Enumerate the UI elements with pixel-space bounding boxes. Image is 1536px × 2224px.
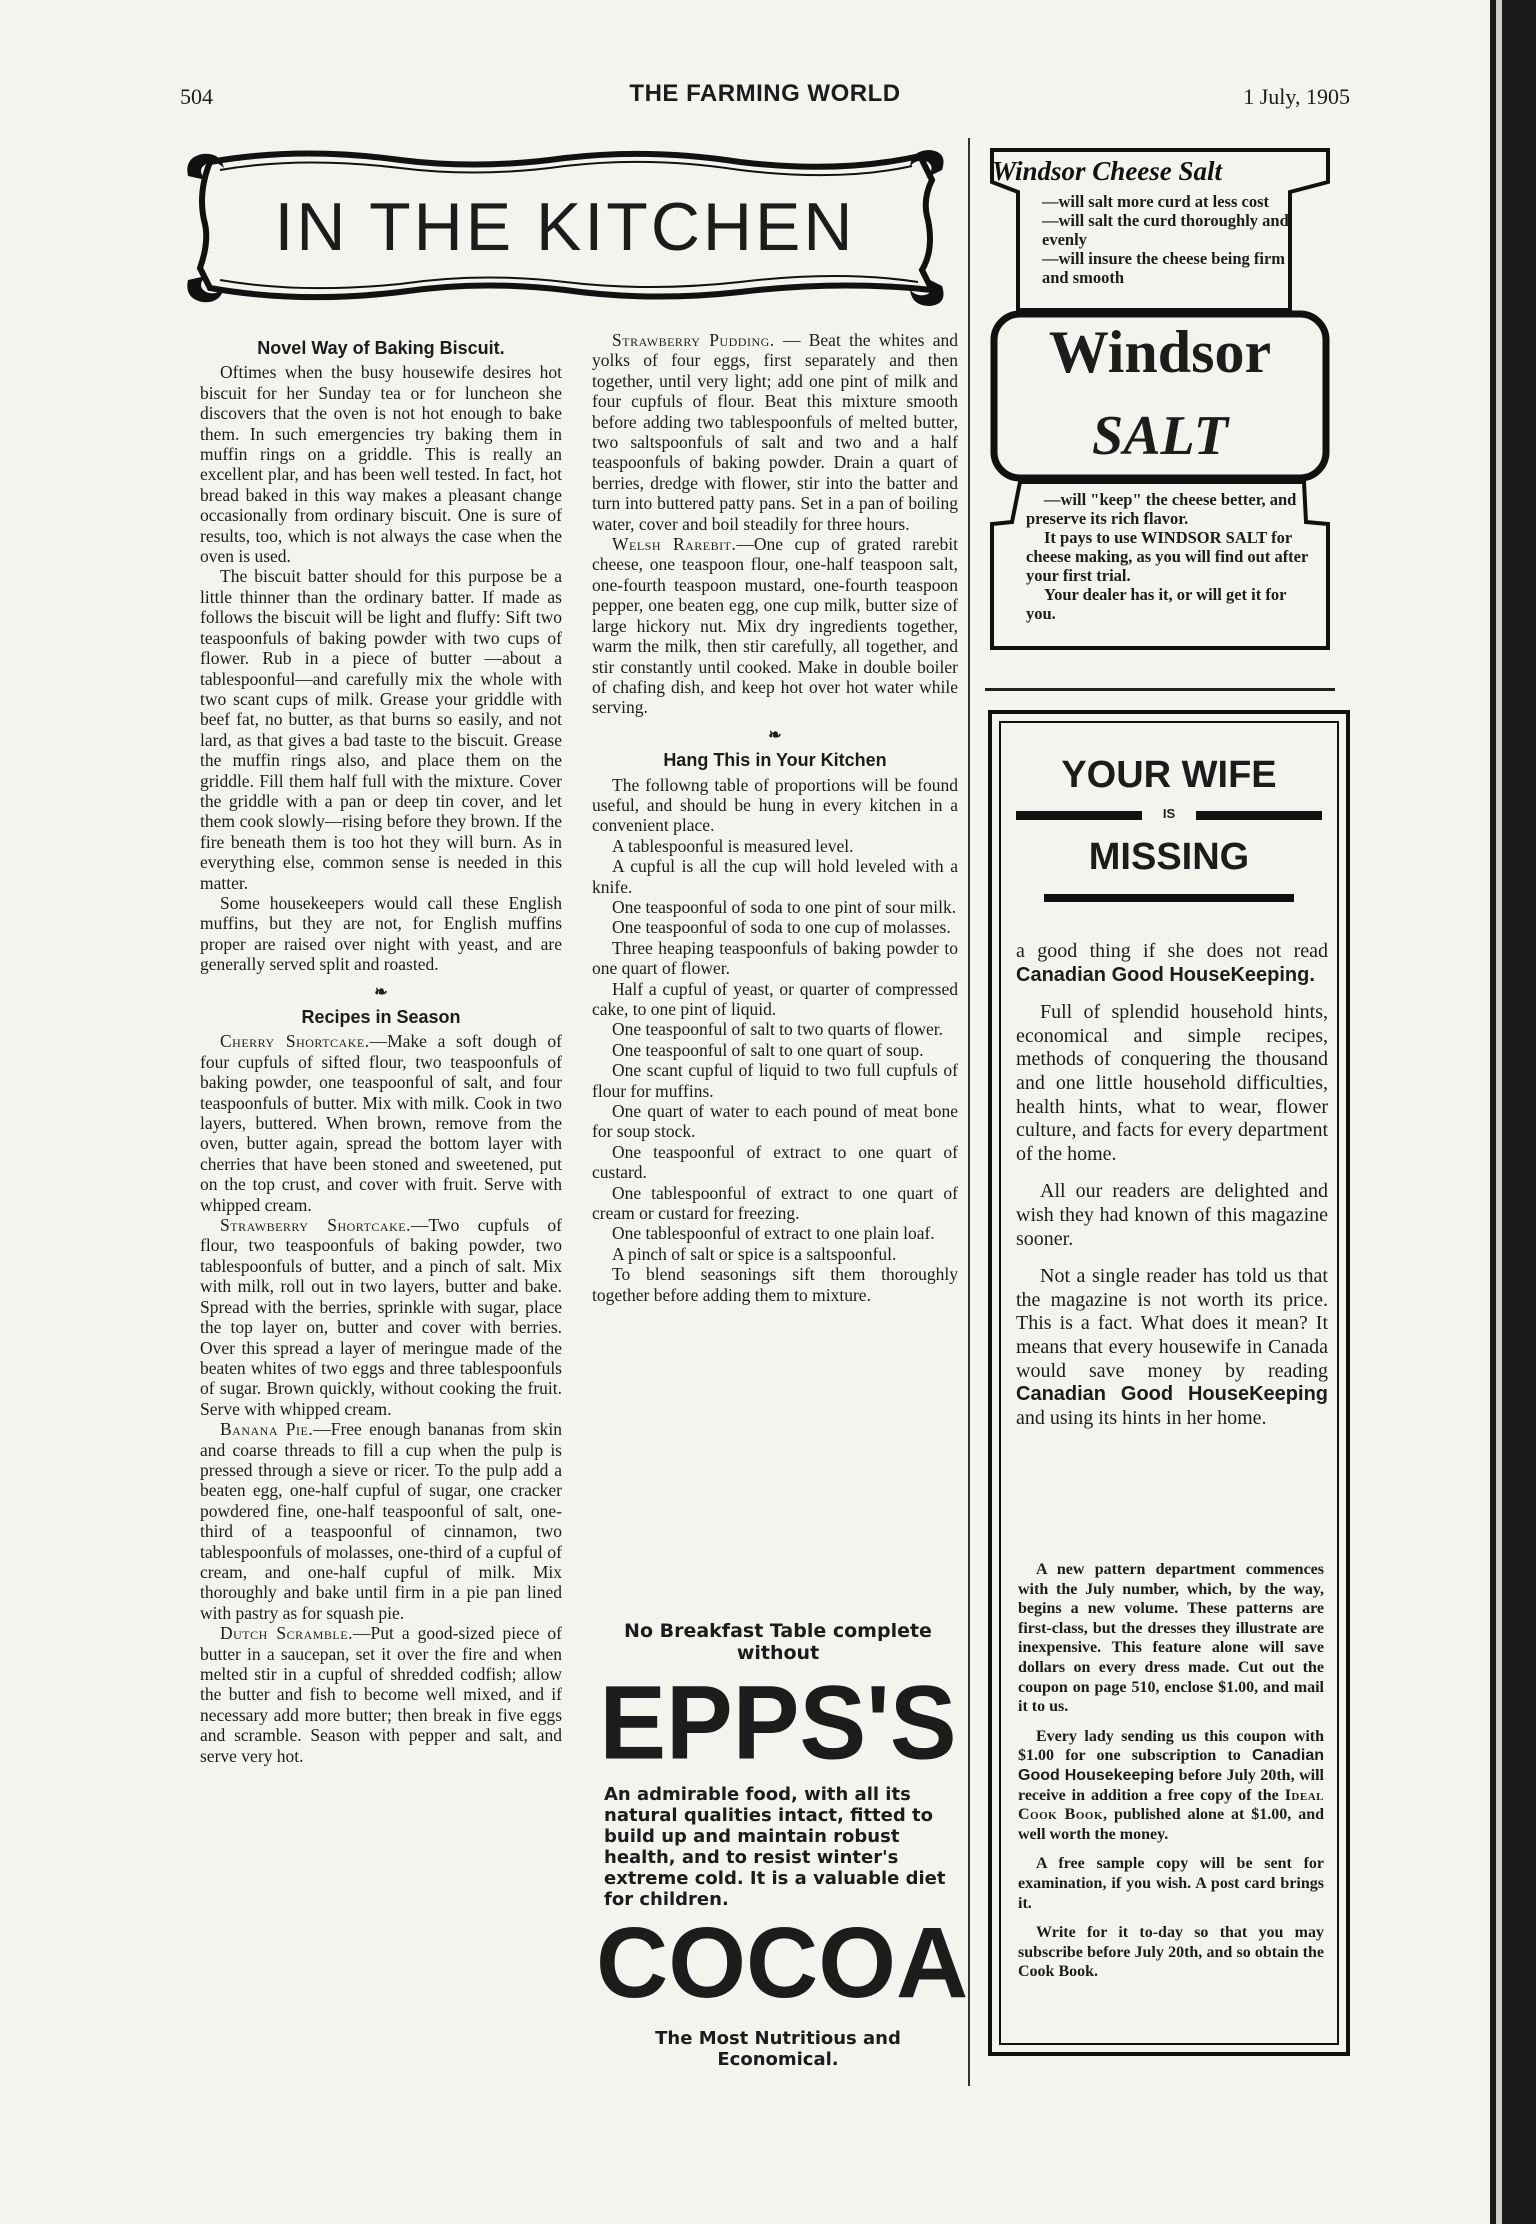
windsor-claim: —will insure the cheese being firm and smooth (1042, 249, 1286, 287)
proportion-line: One scant cupful of liquid to two full cupfuls of flour for muffins. (592, 1060, 958, 1101)
recipe-label: Banana Pie. (220, 1419, 314, 1440)
ad-detail: A new pattern department commences with the July number, which, by the way, begins a new volume. These patterns are first-class, but the dresses they illustrate are inexpensive. This feature alone will save dollars on every dress made. Cut out the coupon on page 510, enclose $1.00, and mail it to us. (1018, 1561, 1324, 1716)
windsor-claim: —will salt more curd at less cost (1042, 192, 1269, 211)
recipe-text: —One cup of grated rarebit cheese, one teaspoon flour, one-half teaspoon salt, one-fourth teaspoon mustard, one-fourth teaspoon pepper, one beaten egg, one cup milk, butter size of large hickory nut. Mix dry ingredients together, warm the milk, then stir carefully, all together, and stir constantly until cooked. Make in double boiler of chafing dish, and keep hot over hot water while serving. (592, 534, 958, 718)
issue-date: 1 July, 1905 (1243, 84, 1350, 109)
proportion-line: A cupful is all the cup will hold leveled with a knife. (592, 856, 958, 897)
page-number: 504 (180, 84, 213, 109)
masthead: THE FARMING WORLD (629, 80, 901, 107)
ad-paragraph (1016, 1265, 1328, 1430)
epps-ad-tagline: The Most Nutritious and Economical. (655, 2028, 901, 2070)
ad-paragraph: Full of splendid household hints, economical and simple recipes, methods of conquering the thousand and one little household difficulties, health hints, what to wear, flower culture, and facts for every department of the home. (1016, 1001, 1328, 1165)
recipe-label: Strawberry Pudding. (612, 330, 775, 350)
housekeeping-ad-body (1016, 940, 1328, 1444)
windsor-claims (1042, 192, 1312, 287)
section-separator: ❧ (768, 726, 782, 744)
recipe-text: —Put a good-sized piece of butter in a saucepan, set it over the fire and when melted stir in a cupful of shredded codfish; allow the butter and fish to become well mixed, and if necessary add more butter; then break in five eggs and scramble. Season with pepper and salt, and serve very hot. (200, 1623, 563, 1766)
ad-detail: Write for it to-day so that you may subscribe before July 20th, and so obtain the Cook Book. (1018, 1924, 1324, 1981)
ad-paragraph: All our readers are delighted and wish they had known of this magazine sooner. (1016, 1180, 1328, 1250)
housekeeping-ad (988, 710, 1350, 2056)
ad-text: Every lady sending us this coupon with $1.00 for one subscription to (1018, 1727, 1324, 1765)
biscuit-paragraph-2: The biscuit batter should for this purpose be a little thinner than the ordinary batter. If made as follows the biscuit will be light and fluffy: Sift two teaspoonfuls of baking powder with two cups of flower. Rub in a piece of butter —about a tablespoonful—and carefully mix the whole with two scant cups of milk. Grease your griddle with beef fat, no butter, as that burns so easily, and not lard, as that gives a bad taste to the biscuit. Grease the muffin rings also, and place them on the griddle. Fill them half full with the mixture. Cover the griddle with a pan or deep tin cover, and let them cook slowly—rising before they brown. If the fire beneath them is too hot they will burn. As in everything else, common sense is needed in this matter. (200, 566, 562, 893)
column-divider (968, 138, 970, 2086)
recipe-cherry-shortcake (200, 1031, 562, 1215)
windsor-ad-footer (1026, 490, 1312, 623)
recipe-text: —Make a soft dough of four cupfuls of sifted flour, two teaspoonfuls of baking powder, one teaspoonful of salt, and four teaspoonfuls of butter. Mix with milk. Cook in two layers, buttered. When brown, remove from the oven, butter again, spread the bottom layer with cherries that have been stoned and sweetened, put on the top crust, and cover with fruit. Serve with whipped cream. (200, 1031, 562, 1215)
recipe-text: — Beat the whites and yolks of four eggs, first separately and then together, until very light; add one pint of milk and four cupfuls of flour. Beat this mixture smooth before adding two tablespoonfuls of melted butter, two saltspoonfuls of salt and two and a half teaspoonfuls of baking powder. Drain a quart of berries, dredge with flower, stir into the batter and turn into buttered patty pans. Set in a pan of boiling water, cover and boil steadily for three hours. (592, 330, 958, 534)
ad-intro (1016, 940, 1328, 987)
section-banner (180, 140, 950, 310)
ad-divider (985, 688, 1335, 691)
proportion-line: To blend seasonings sift them thoroughly together before adding them to mixture. (592, 1264, 958, 1305)
recipe-label: Welsh Rarebit. (612, 534, 737, 555)
ad-detail: A free sample copy will be sent for examination, if you wish. A post card brings it. (1018, 1855, 1324, 1912)
banner-title: IN THE KITCHEN (274, 189, 856, 265)
ad-intro-text: a good thing if she does not read (1016, 940, 1328, 962)
hang-heading: Hang This in Your Kitchen (663, 750, 887, 771)
recipe-strawberry-shortcake (200, 1215, 562, 1419)
windsor-dealer-text: Your dealer has it, or will get it for you. (1026, 585, 1287, 623)
proportion-line: One teaspoonful of soda to one cup of molasses. (612, 917, 951, 938)
magazine-name: Canadian Good Housekeeping (1018, 1747, 1324, 1784)
windsor-pays-text: It pays to use WINDSOR SALT for cheese making, as you will find out after your first trial. (1026, 528, 1309, 585)
proportion-line: One teaspoonful of soda to one pint of sour milk. (612, 896, 957, 917)
proportion-line: One teaspoonful of extract to one quart of custard. (592, 1141, 958, 1183)
proportion-line: Three heaping teaspoonfuls of baking powder to one quart of flower. (592, 937, 958, 979)
biscuit-heading: Novel Way of Baking Biscuit. (257, 338, 505, 358)
proportion-line: One quart of water to each pound of meat bone for soup stock. (592, 1101, 958, 1142)
windsor-ad-heading: Windsor Cheese Salt (992, 156, 1223, 186)
recipe-text: —Two cupfuls of flour, two teaspoonfuls of baking powder, two tablespoonfuls of butter, and a pinch of salt. Mix with milk, roll out in two layers, butter and bake. Spread with the berries, sprinkle with sugar, place the top layer on, butter and cover with berries. Over this spread a layer of meringue made of the beaten whites of two eggs and three tablespoonfuls of sugar. Brown quickly, without cooking the fruit. Serve with whipped cream. (200, 1215, 563, 1419)
section-separator: ❧ (374, 983, 388, 1001)
proportion-line: The followng table of proportions will be found useful, and should be hung in every kitchen in a convenient place. (592, 774, 958, 836)
magazine-name: Canadian Good HouseKeeping (1016, 1383, 1328, 1406)
recipes-heading: Recipes in Season (301, 1007, 461, 1027)
epps-cocoa-ad (596, 1612, 969, 2072)
epps-ad-copy: An admirable food, with all its natural qualities intact, fitted to build up and maintain robust health, and to resist winter's extreme cold. It is a valuable diet for children. (604, 1784, 946, 1910)
proportion-line: One teaspoonful of salt to two quarts of flower. (612, 1019, 943, 1040)
recipe-label: Cherry Shortcake. (220, 1031, 370, 1052)
epps-brand: EPPS'S (599, 1664, 957, 1782)
ad-text: and using its hints in her home. (1016, 1406, 1267, 1429)
recipe-banana-pie (200, 1419, 562, 1623)
ad-headline-your-wife: YOUR WIFE (1061, 754, 1277, 796)
proportion-line: One teaspoonful of salt to one quart of soup. (612, 1039, 924, 1060)
magazine-name: Canadian Good HouseKeeping. (1016, 963, 1315, 986)
recipe-welsh-rarebit (592, 534, 958, 718)
page-header (180, 80, 1350, 110)
page-edge-highlight (1496, 0, 1502, 2224)
proportion-line: A tablespoonful is measured level. (612, 835, 854, 856)
proportion-line: One tablespoonful of extract to one quart of cream or custard for freezing. (592, 1182, 958, 1224)
biscuit-paragraph-3: Some housekeepers would call these English muffins, but they are not, for English muffins proper are raised over night with yeast, and are generally served split and roasted. (200, 892, 562, 975)
windsor-keep-text: —will "keep" the cheese better, and preserve its rich flavor. (1026, 490, 1297, 528)
proportion-line: A pinch of salt or spice is a saltspoonful. (612, 1243, 897, 1264)
cook-book-name: Ideal Cook Book (1018, 1786, 1324, 1824)
article-column-2 (592, 330, 958, 1305)
windsor-salt-ad (990, 138, 1330, 668)
recipe-strawberry-pudding (592, 330, 958, 534)
recipe-dutch-scramble (200, 1623, 562, 1766)
ad-headline-missing: MISSING (1088, 836, 1250, 878)
ad-text: before July 20th, will receive in addition a free copy of the (1018, 1766, 1325, 1804)
recipe-text: —Free enough bananas from skin and coarse threads to fill a cup when the pulp is pressed through a sieve or ricer. To the pulp add a beaten egg, one-half cupful of sugar, one cracker powdered fine, one-half teaspoonful of salt, one-third of a teaspoonful of cinnamon, two tablespoonfuls of molasses, one-third of a cupful of cream, and one-half cupful of milk. Mix thoroughly and bake until firm in a pie pan lined with pastry as for squash pie. (200, 1419, 562, 1623)
ad-headline-is: IS (1162, 806, 1176, 821)
windsor-claim: —will salt the curd thoroughly and evenly (1042, 211, 1289, 249)
epps-ad-top-line: No Breakfast Table complete without (624, 1620, 932, 1664)
ad-text: Not a single reader has told us that the magazine is not worth its price. This is a fact. What does it mean? It means that every housewife in Canada would save money by reading (1016, 1265, 1328, 1382)
proportion-line: One tablespoonful of extract to one plain loaf. (612, 1223, 935, 1244)
recipe-label: Dutch Scramble. (220, 1623, 353, 1644)
page-edge (1490, 0, 1536, 2224)
housekeeping-ad-details (1018, 1560, 1324, 1992)
recipe-label: Strawberry Shortcake. (220, 1215, 411, 1236)
proportion-line: Half a cupful of yeast, or quarter of compressed cake, to one pint of liquid. (592, 978, 958, 1019)
epps-product: COCOA (596, 1907, 969, 2019)
windsor-brand: Windsor (1048, 319, 1272, 385)
ad-text: , published alone at $1.00, and well worth the money. (1018, 1806, 1324, 1843)
article-column-1 (200, 334, 562, 1766)
ad-detail-coupon (1018, 1727, 1324, 1845)
windsor-brand-salt: SALT (1092, 405, 1228, 467)
biscuit-paragraph-1: Oftimes when the busy housewife desires hot biscuit for her Sunday tea or for luncheon she discovers that the oven is not hot enough to bake them. In such emergencies try baking them in muffin rings on a griddle. This is really an excellent plar, and has been well tested. In fact, hot bread baked in this way makes a pleasant change occasionally from ordinary biscuit. One is sure of results, too, which is not always the case when the oven is used. (200, 362, 562, 567)
